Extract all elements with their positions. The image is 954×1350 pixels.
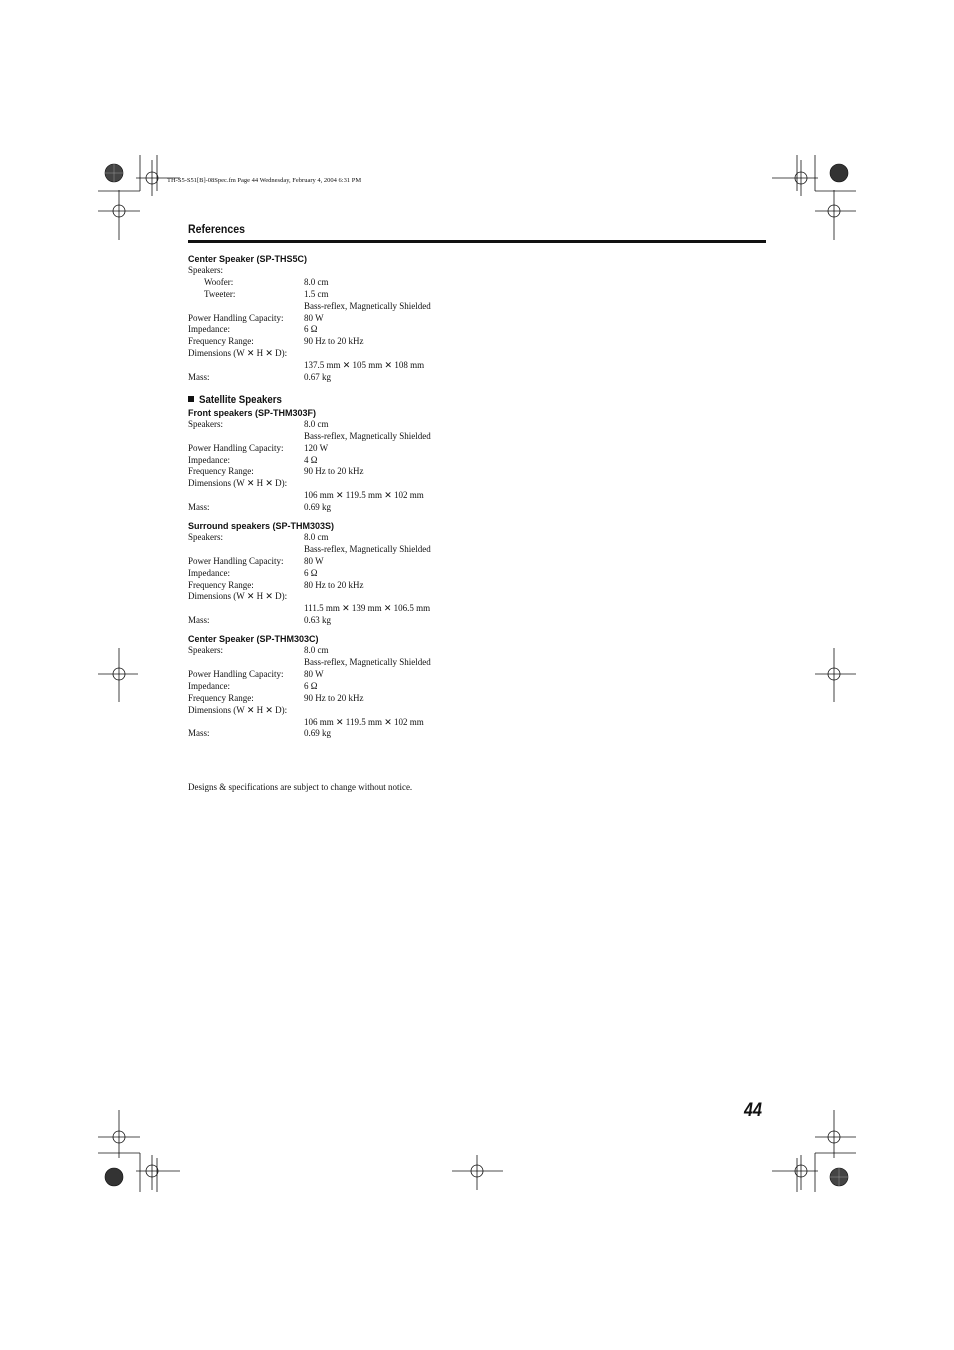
spec-label: Tweeter: <box>204 288 236 299</box>
spec-row <box>188 615 588 627</box>
spec-value: 8.0 cm <box>304 418 329 429</box>
spec-label: Impedance: <box>188 567 230 578</box>
spec-value: 80 W <box>304 555 324 566</box>
spec-row <box>188 478 588 490</box>
spec-value: 90 Hz to 20 kHz <box>304 336 364 347</box>
spec-value: 106 mm ✕ 119.5 mm ✕ 102 mm <box>304 716 424 727</box>
spec-row <box>188 348 588 360</box>
spec-label: Speakers: <box>188 418 223 429</box>
spec-row <box>188 591 588 603</box>
spec-row <box>188 556 588 568</box>
spec-label: Mass: <box>188 372 210 383</box>
spec-heading-center-thm303c: Center Speaker (SP-THM303C) <box>188 634 319 645</box>
spec-row <box>188 313 588 325</box>
spec-heading-front: Front speakers (SP-THM303F) <box>188 407 317 418</box>
spec-value: 80 W <box>304 312 324 323</box>
spec-label: Frequency Range: <box>188 692 254 703</box>
spec-value: 0.63 kg <box>304 615 331 626</box>
spec-value: 8.0 cm <box>304 532 329 543</box>
spec-value: 4 Ω <box>304 454 318 465</box>
spec-label: Dimensions (W ✕ H ✕ D): <box>188 478 288 489</box>
spec-label: Mass: <box>188 502 210 513</box>
spec-value: 80 W <box>304 668 324 679</box>
spec-value: Bass-reflex, Magnetically Shielded <box>304 430 431 441</box>
spec-value: 8.0 cm <box>304 276 329 287</box>
spec-row <box>188 289 588 301</box>
spec-row <box>188 717 588 729</box>
spec-row <box>188 372 588 384</box>
spec-label: Impedance: <box>188 454 230 465</box>
page-number: 44 <box>744 1100 762 1121</box>
spec-value: 6 Ω <box>304 567 318 578</box>
spec-label: Speakers: <box>188 265 223 275</box>
spec-row <box>188 681 588 693</box>
spec-heading-center-ths5c: Center Speaker (SP-THS5C) <box>188 254 308 264</box>
spec-row <box>188 532 588 544</box>
spec-value: 0.69 kg <box>304 502 331 513</box>
file-info-header: TH-S5-S51[B]-08Spec.fm Page 44 Wednesday, February 4, 2004 6:31 PM <box>167 177 362 184</box>
spec-row <box>188 360 588 372</box>
spec-row <box>188 490 588 502</box>
spec-value: 1.5 cm <box>304 288 329 299</box>
satellite-heading: Satellite Speakers <box>188 393 588 407</box>
spec-row <box>188 443 588 455</box>
title-rule <box>188 240 766 243</box>
footnote: Designs & specifications are subject to change without notice. <box>188 782 413 792</box>
spec-value: 106 mm ✕ 119.5 mm ✕ 102 mm <box>304 490 424 501</box>
spec-row <box>188 705 588 717</box>
spec-value: 120 W <box>304 442 329 453</box>
spec-content <box>188 253 588 740</box>
spec-row <box>188 301 588 313</box>
spec-value: 0.69 kg <box>304 728 331 739</box>
spec-label: Frequency Range: <box>188 579 254 590</box>
spec-row <box>188 603 588 615</box>
spec-value: 80 Hz to 20 kHz <box>304 579 364 590</box>
spec-value: 90 Hz to 20 kHz <box>304 692 364 703</box>
spec-list-center-ths5c <box>188 265 588 384</box>
spec-label: Mass: <box>188 615 210 626</box>
spec-label: Power Handling Capacity: <box>188 668 284 679</box>
spec-label: Dimensions (W ✕ H ✕ D): <box>188 348 288 359</box>
spec-list-surround <box>188 532 588 627</box>
spec-list-front <box>188 419 588 514</box>
spec-value: Bass-reflex, Magnetically Shielded <box>304 657 431 668</box>
spec-row <box>188 431 588 443</box>
spec-value: Bass-reflex, Magnetically Shielded <box>304 543 431 554</box>
spec-row <box>188 466 588 478</box>
spec-label: Frequency Range: <box>188 336 254 347</box>
spec-row <box>188 657 588 669</box>
spec-label: Impedance: <box>188 680 230 691</box>
spec-value: 111.5 mm ✕ 139 mm ✕ 106.5 mm <box>304 603 431 614</box>
spec-label: Impedance: <box>188 324 230 335</box>
spec-row <box>188 580 588 592</box>
spec-label: Power Handling Capacity: <box>188 312 284 323</box>
page-title: References <box>188 222 245 236</box>
spec-row <box>188 265 588 277</box>
spec-label: Dimensions (W ✕ H ✕ D): <box>188 591 288 602</box>
spec-row <box>188 277 588 289</box>
spec-value: Bass-reflex, Magnetically Shielded <box>304 300 431 311</box>
spec-label: Speakers: <box>188 532 223 543</box>
spec-row <box>188 455 588 467</box>
spec-value: 6 Ω <box>304 324 318 335</box>
spec-row <box>188 419 588 431</box>
spec-value: 8.0 cm <box>304 645 329 656</box>
spec-row <box>188 693 588 705</box>
spec-label: Dimensions (W ✕ H ✕ D): <box>188 704 288 715</box>
spec-value: 137.5 mm ✕ 105 mm ✕ 108 mm <box>304 360 425 371</box>
spec-label: Power Handling Capacity: <box>188 555 284 566</box>
square-bullet-icon <box>188 396 194 402</box>
spec-row <box>188 669 588 681</box>
spec-row <box>188 544 588 556</box>
spec-value: 6 Ω <box>304 680 318 691</box>
spec-value: 90 Hz to 20 kHz <box>304 466 364 477</box>
spec-row <box>188 728 588 740</box>
spec-row <box>188 324 588 336</box>
spec-row <box>188 336 588 348</box>
spec-label: Frequency Range: <box>188 466 254 477</box>
spec-row <box>188 568 588 580</box>
spec-row <box>188 645 588 657</box>
spec-value: 0.67 kg <box>304 372 331 383</box>
spec-list-center-thm303c <box>188 645 588 740</box>
spec-row <box>188 502 588 514</box>
spec-label: Speakers: <box>188 645 223 656</box>
spec-heading-surround: Surround speakers (SP-THM303S) <box>188 521 335 532</box>
spec-label: Woofer: <box>204 276 234 287</box>
spec-label: Power Handling Capacity: <box>188 442 284 453</box>
spec-label: Mass: <box>188 728 210 739</box>
